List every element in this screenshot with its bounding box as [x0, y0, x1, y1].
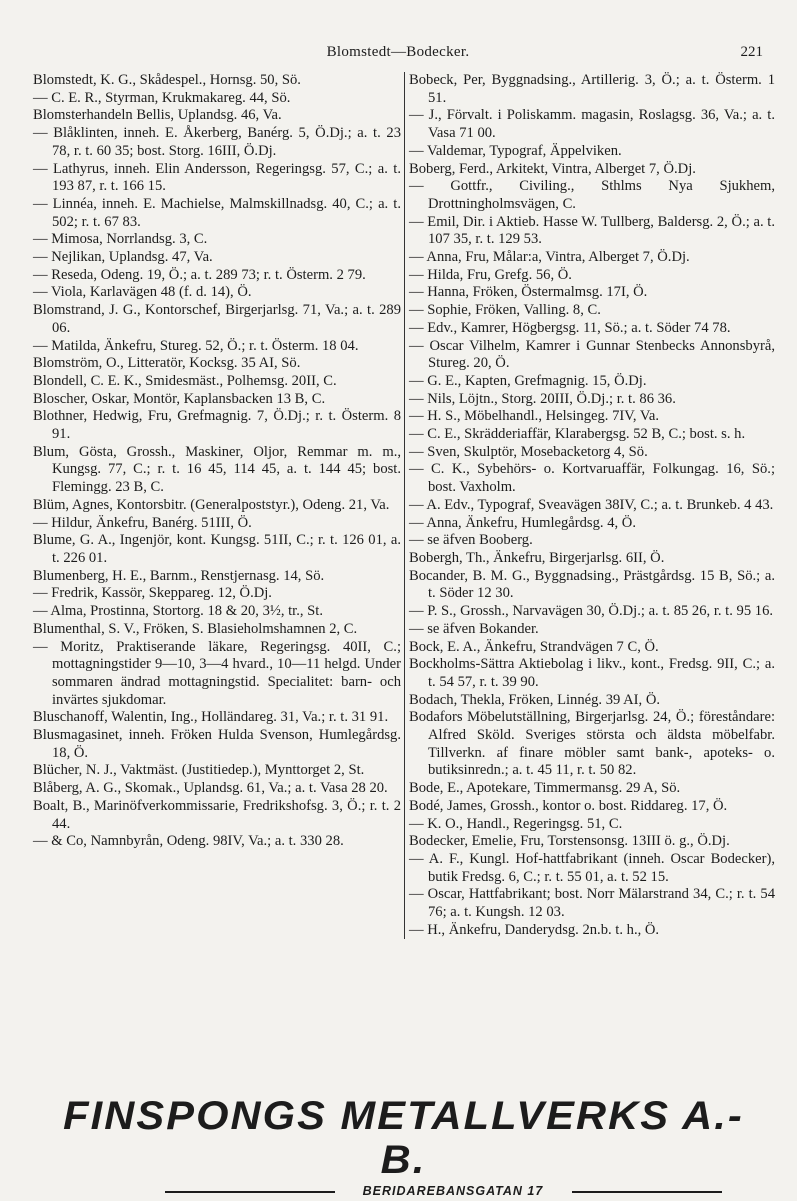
- directory-entry: Blomsterhandeln Bellis, Uplandsg. 46, Va.: [33, 107, 282, 124]
- directory-entry: — se äfven Bokander.: [409, 620, 539, 637]
- directory-entry: — Hanna, Fröken, Östermalmsg. 17I, Ö.: [409, 284, 648, 301]
- directory-entry: — Nejlikan, Uplandsg. 47, Va.: [33, 249, 213, 266]
- directory-entry: — Fredrik, Kassör, Skeppareg. 12, Ö.Dj.: [33, 585, 272, 602]
- directory-entry: Blothner, Hedwig, Fru, Grefmagnig. 7, Ö.Dj.; r. t. Österm. 8 91.: [33, 408, 401, 443]
- directory-entry: — Linnéa, inneh. E. Machielse, Malmskillnadsg. 40, C.; a. t. 502; r. t. 67 83.: [33, 195, 401, 230]
- directory-entry: — H. S., Möbelhandl., Helsingeg. 7IV, Va.: [409, 408, 659, 425]
- directory-entry: Blücher, N. J., Vaktmäst. (Justitiedep.), Mynttorget 2, St.: [33, 762, 365, 779]
- directory-entry: Boberg, Ferd., Arkitekt, Vintra, Alberget 7, Ö.Dj.: [409, 160, 696, 177]
- directory-entry: Bodafors Möbelutställning, Birgerjarlsg. 24, Ö.; föreståndare: Alfred Sköld. Sveriges största och äldsta möbelfabr. Tillverkn. af finare möbler samt bank-, apoteks- o. butiksinredn.; a. t. 45 11, r. t. 50 82.: [409, 709, 775, 779]
- running-title: Blomstedt—Bodecker.: [326, 44, 470, 60]
- directory-entry: — se äfven Booberg.: [409, 532, 533, 549]
- directory-entry: — Mimosa, Norrlandsg. 3, C.: [33, 231, 208, 248]
- directory-entry: Blomstrand, J. G., Kontorschef, Birgerjarlsg. 71, Va.; a. t. 289 06.: [33, 302, 401, 336]
- directory-entry: Bocander, B. M. G., Byggnadsing., Prästgårdsg. 15 B, Sö.; a. t. Söder 12 30.: [409, 567, 775, 602]
- directory-entry: Blüm, Agnes, Kontorsbitr. (Generalpoststyr.), Odeng. 21, Va.: [33, 496, 390, 513]
- page-header: [33, 44, 763, 66]
- directory-entry: — Nils, Löjtn., Storg. 20III, Ö.Dj.; r. t. 86 36.: [409, 390, 676, 407]
- directory-entry: — J., Förvalt. i Poliskamm. magasin, Roslagsg. 36, Va.; a. t. Vasa 71 00.: [409, 107, 775, 142]
- directory-entry: — Moritz, Praktiserande läkare, Regeringsg. 40II, C.; mottagningstider 9—10, 3—4 hvard., 10—11 helgd. Under sommaren ändrad mottagningstid. Specialitet: barn- och invärtes sjukdomar.: [33, 638, 401, 708]
- directory-entry: — P. S., Grossh., Narvavägen 30, Ö.Dj.; a. t. 85 26, r. t. 95 16.: [409, 603, 774, 620]
- directory-entry: Blumenberg, H. E., Barnm., Renstjernasg. 14, Sö.: [33, 567, 325, 584]
- right-column: [404, 72, 775, 939]
- directory-entry: Blomstedt, K. G., Skådespel., Hornsg. 50, Sö.: [33, 72, 301, 88]
- directory-entry: — Matilda, Änkefru, Stureg. 52, Ö.; r. t. Österm. 18 04.: [33, 337, 359, 354]
- page-number: 221: [740, 44, 763, 60]
- directory-entry: — Sven, Skulptör, Mosebacketorg 4, Sö.: [409, 443, 648, 460]
- directory-entry: — Valdemar, Typograf, Äppelviken.: [409, 142, 622, 159]
- directory-entry: Blondell, C. E. K., Smidesmäst., Polhemsg. 20II, C.: [33, 372, 337, 389]
- advertisement: [55, 1094, 752, 1198]
- directory-entry: Blomström, O., Litteratör, Kocksg. 35 AI, Sö.: [33, 355, 301, 372]
- advertiser-address-row: [55, 1184, 752, 1198]
- directory-entry: — Lathyrus, inneh. Elin Andersson, Regeringsg. 57, C.; a. t. 193 87, r. t. 166 15.: [33, 160, 401, 195]
- directory-entry: — Hilda, Fru, Grefg. 56, Ö.: [409, 266, 572, 283]
- directory-entry: — Viola, Karlavägen 48 (f. d. 14), Ö.: [33, 284, 252, 301]
- directory-entry: — A. Edv., Typograf, Sveavägen 38IV, C.; a. t. Brunkeb. 4 43.: [409, 496, 774, 513]
- advertiser-name: FINSPONGS METALLVERKS A.-B.: [63, 1094, 744, 1182]
- directory-entry: — Oscar Vilhelm, Kamrer i Gunnar Stenbecks Annonsbyrå, Stureg. 20, Ö.: [409, 337, 775, 372]
- directory-entry: — H., Änkefru, Danderydsg. 2n.b. t. h., Ö.: [409, 921, 660, 938]
- directory-entry: — A. F., Kungl. Hof-hattfabrikant (inneh. Oscar Bodecker), butik Fredsg. 6, C.; r. t. 55 01, a. t. 52 15.: [409, 850, 775, 885]
- directory-entry: Bodé, James, Grossh., kontor o. bost. Riddareg. 17, Ö.: [409, 797, 728, 814]
- directory-entry: Bodach, Thekla, Fröken, Linnég. 39 AI, Ö.: [409, 691, 661, 708]
- directory-entry: Bobergh, Th., Änkefru, Birgerjarlsg. 6II, Ö.: [409, 549, 665, 566]
- directory-entry: — C. E., Skrädderiaffär, Klarabergsg. 52 B, C.; bost. s. h.: [409, 426, 746, 443]
- directory-entry: — Reseda, Odeng. 19, Ö.; a. t. 289 73; r. t. Österm. 2 79.: [33, 266, 366, 283]
- directory-entry: — Blåklinten, inneh. E. Åkerberg, Banérg. 5, Ö.Dj.; a. t. 23 78, r. t. 60 35; bost. Storg. 16III, Ö.Dj.: [33, 125, 401, 159]
- directory-entry: Bobeck, Per, Byggnadsing., Artillerig. 3, Ö.; a. t. Österm. 1 51.: [409, 72, 775, 106]
- directory-entry: Blumenthal, S. V., Fröken, S. Blasieholmshamnen 2, C.: [33, 620, 358, 637]
- directory-entry: — & Co, Namnbyrån, Odeng. 98IV, Va.; a. t. 330 28.: [33, 833, 344, 850]
- directory-entry: — C. E. R., Styrman, Krukmakareg. 44, Sö.: [33, 89, 291, 106]
- directory-entry: Bodecker, Emelie, Fru, Torstensonsg. 13III ö. g., Ö.Dj.: [409, 833, 730, 850]
- directory-entry: — Anna, Fru, Målar:a, Vintra, Alberget 7, Ö.Dj.: [409, 249, 690, 266]
- directory-entry: Bluschanoff, Walentin, Ing., Holländareg. 31, Va.; r. t. 31 91.: [33, 709, 389, 726]
- directory-entry: — C. K., Sybehörs- o. Kortvaruaffär, Folkungag. 16, Sö.; bost. Vaxholm.: [409, 461, 775, 496]
- directory-entry: — Sophie, Fröken, Valling. 8, C.: [409, 302, 601, 319]
- left-column: [33, 72, 401, 851]
- directory-entry: Blusmagasinet, inneh. Fröken Hulda Svenson, Humlegårdsg. 18, Ö.: [33, 727, 401, 761]
- directory-entry: Bockholms-Sättra Aktiebolag i likv., kont., Fredsg. 9II, C.; a. t. 54 57, r. t. 39 90.: [409, 656, 775, 690]
- directory-entry: — Gottfr., Civiling., Sthlms Nya Sjukhem, Drottningholmsvägen, C.: [409, 178, 775, 212]
- directory-entry: — G. E., Kapten, Grefmagnig. 15, Ö.Dj.: [409, 372, 647, 389]
- advertiser-address: BERIDAREBANSGATAN 17: [362, 1184, 544, 1198]
- directory-entry: — Anna, Änkefru, Humlegårdsg. 4, Ö.: [409, 514, 636, 531]
- directory-entry: Boalt, B., Marinöfverkommissarie, Fredrikshofsg. 3, Ö.; r. t. 2 44.: [33, 797, 401, 832]
- directory-entry: — Emil, Dir. i Aktieb. Hasse W. Tullberg, Baldersg. 2, Ö.; a. t. 107 35, r. t. 129 53.: [409, 213, 775, 248]
- directory-entry: Bloscher, Oskar, Montör, Kaplansbacken 13 B, C.: [33, 390, 326, 407]
- directory-entry: Blume, G. A., Ingenjör, kont. Kungsg. 51II, C.; r. t. 126 01, a. t. 226 01.: [33, 532, 401, 566]
- directory-entry: — Hildur, Änkefru, Banérg. 51III, Ö.: [33, 514, 252, 531]
- directory-entry: — Oscar, Hattfabrikant; bost. Norr Mälarstrand 34, C.; r. t. 54 76; a. t. Kungsh. 12 03.: [409, 886, 775, 921]
- directory-entry: Blåberg, A. G., Skomak., Uplandsg. 61, Va.; a. t. Vasa 28 20.: [33, 780, 388, 797]
- directory-entry: — K. O., Handl., Regeringsg. 51, C.: [409, 815, 623, 832]
- decorative-rule-right: [572, 1191, 722, 1193]
- directory-entry: — Alma, Prostinna, Stortorg. 18 & 20, 3½, tr., St.: [33, 603, 324, 620]
- directory-entry: Bock, E. A., Änkefru, Strandvägen 7 C, Ö.: [409, 638, 659, 655]
- directory-entry: — Edv., Kamrer, Högbergsg. 11, Sö.; a. t. Söder 74 78.: [409, 319, 731, 336]
- directory-entry: Blum, Gösta, Grossh., Maskiner, Oljor, Remmar m. m., Kungsg. 77, C.; r. t. 16 45, 114 45, a. t. 144 45; bost. Flemingg. 23 B, C.: [33, 443, 401, 496]
- directory-entry: Bode, E., Apotekare, Timmermansg. 29 A, Sö.: [409, 780, 681, 797]
- decorative-rule-left: [165, 1191, 335, 1193]
